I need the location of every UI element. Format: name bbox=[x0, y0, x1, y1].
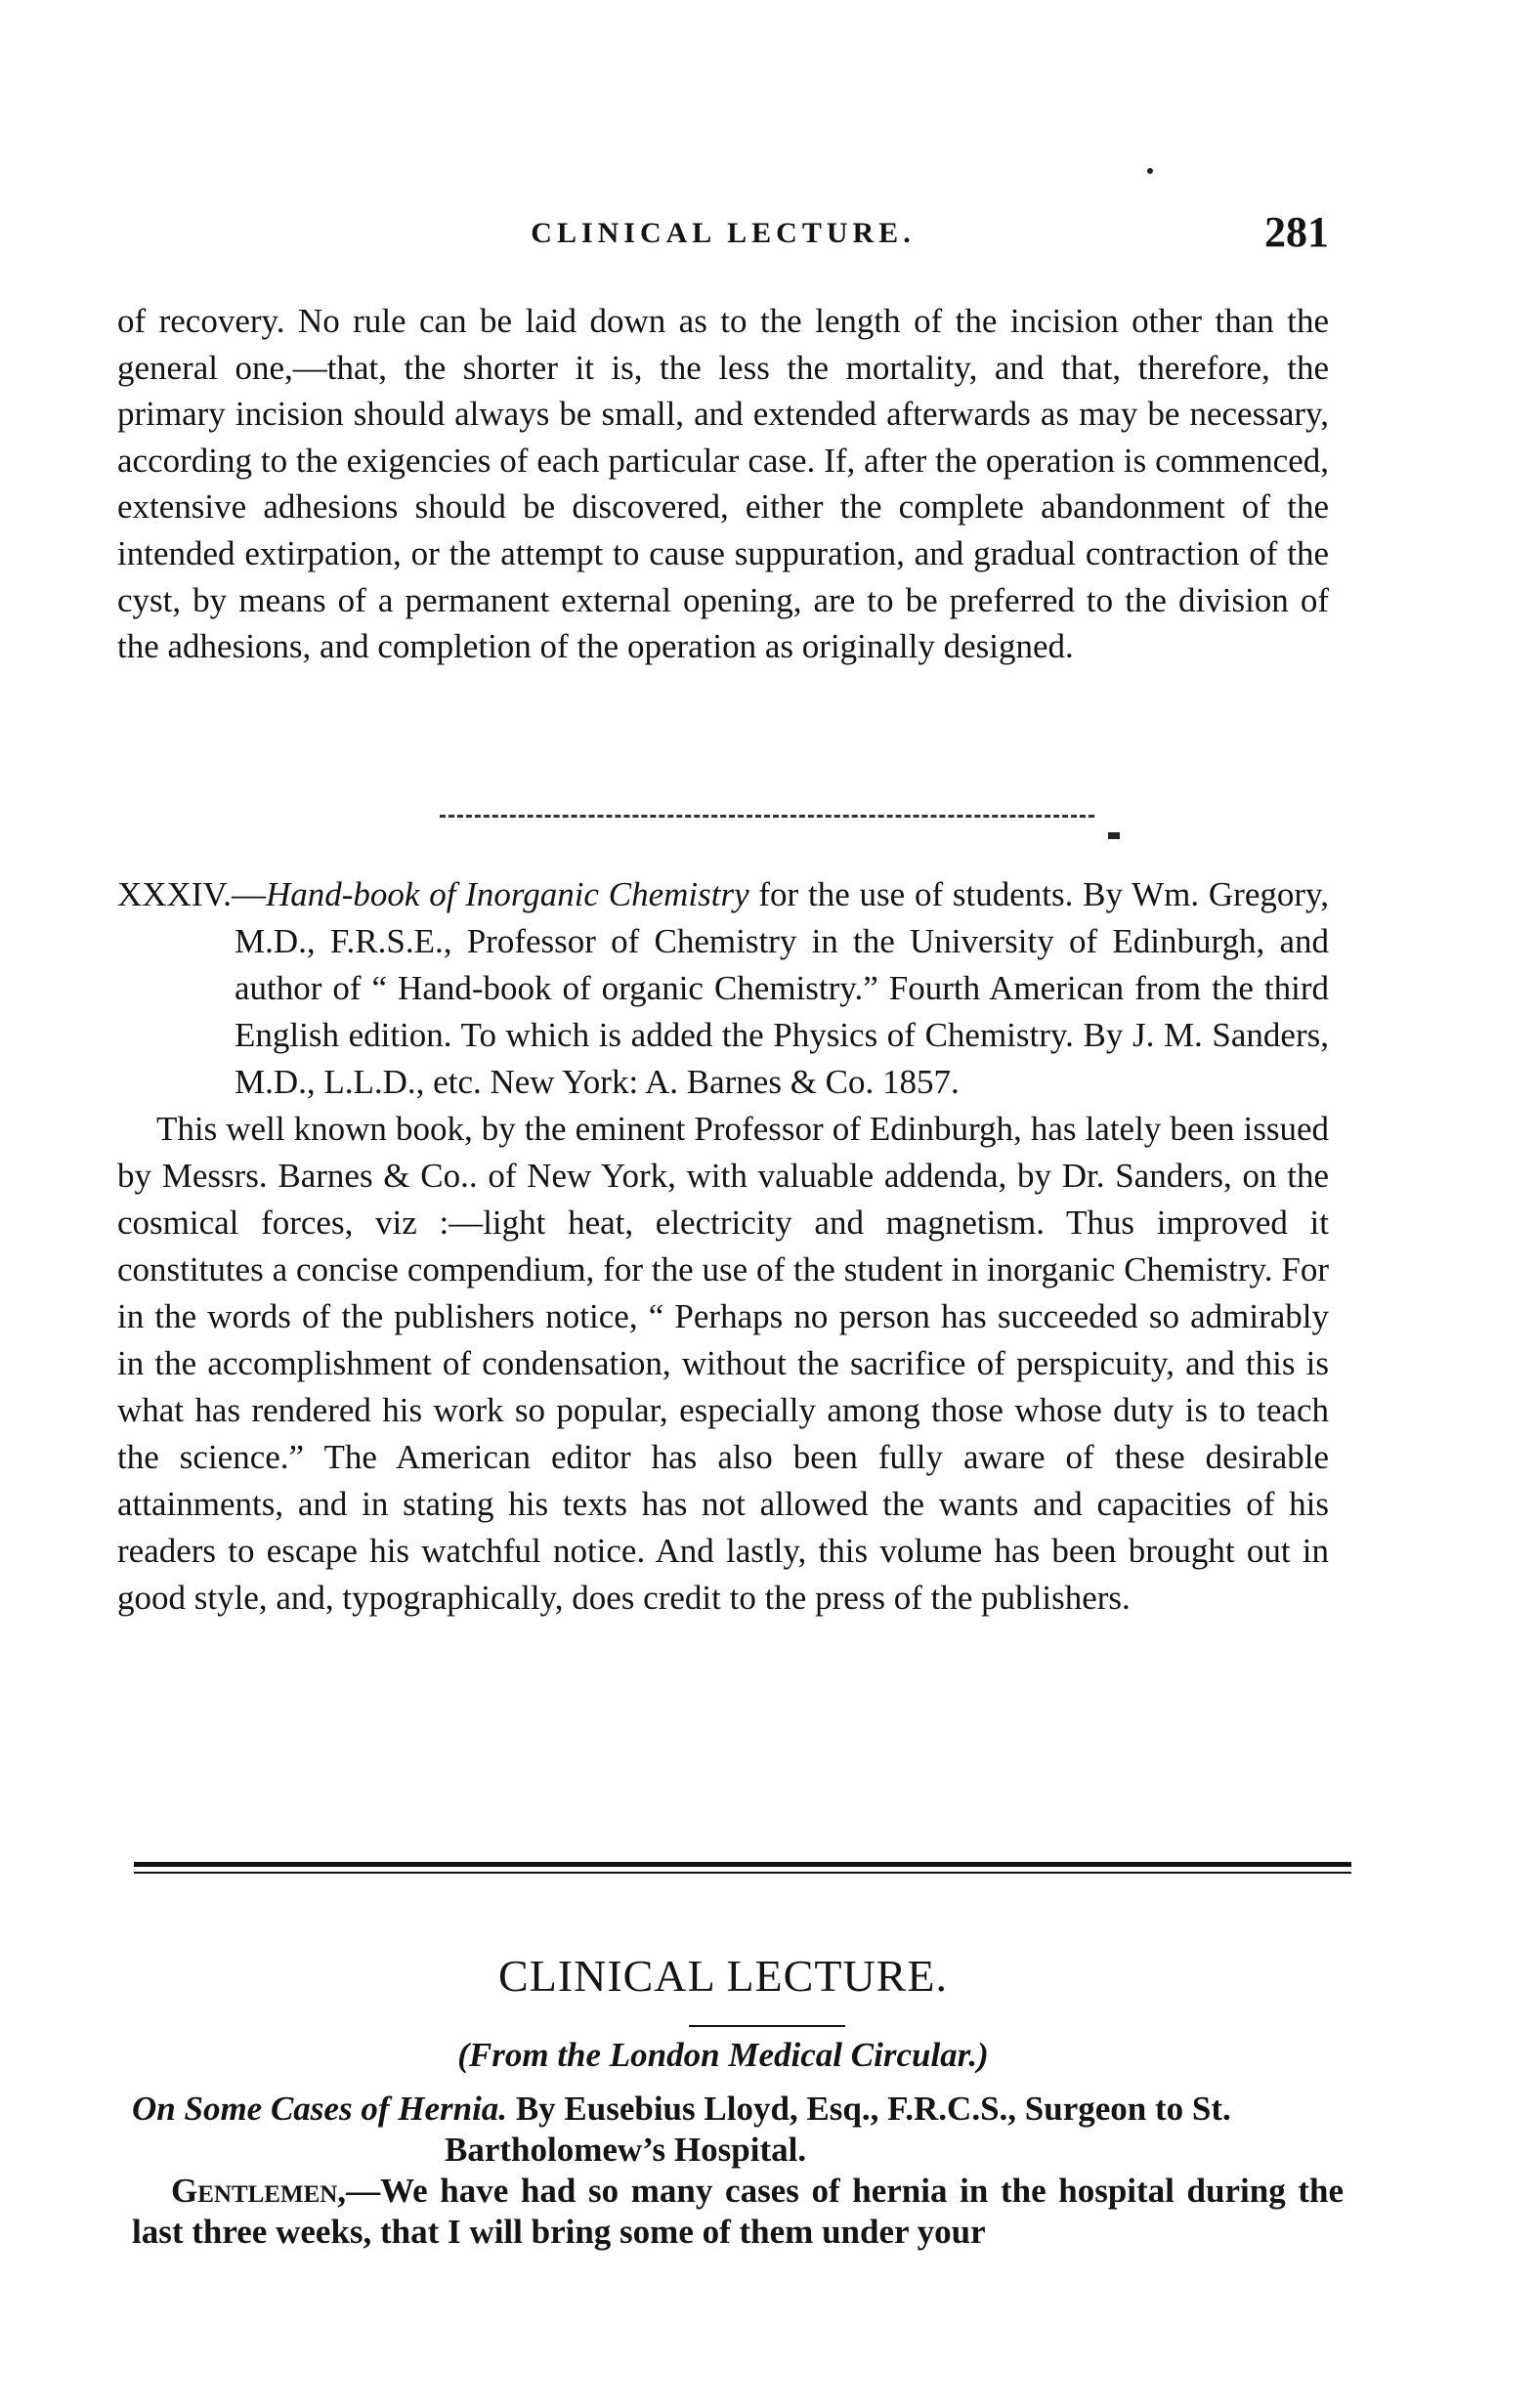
lecture-salutation: Gentlemen, bbox=[171, 2172, 347, 2210]
lecture-body-text: —We have had so many cases of hernia in the hospital during the last three weeks, that I will bring some of them under your bbox=[132, 2172, 1344, 2251]
lecture-heading-author: By Eusebius Lloyd, Esq., F.R.C.S., Surgeon to St. Bartholomew’s Hospital. bbox=[445, 2090, 1231, 2169]
lecture-block bbox=[132, 2089, 1344, 2253]
running-title: CLINICAL LECTURE. bbox=[531, 217, 916, 249]
running-head bbox=[117, 208, 1329, 266]
separator-mark bbox=[1108, 832, 1120, 839]
section-title: CLINICAL LECTURE. bbox=[498, 1951, 948, 2001]
review-book-title: Hand-book of Inorganic Chemistry bbox=[266, 875, 749, 913]
source-line: (From the London Medical Circular.) bbox=[457, 2036, 989, 2074]
book-review bbox=[117, 871, 1329, 1622]
review-citation bbox=[117, 871, 1329, 1106]
review-body: This well known book, by the eminent Professor of Edinburgh, has lately been issued by Messrs. Barnes & Co.. of New York, with valuable addenda, by Dr. Sanders, on the cosmical forces, viz :—light heat, electricity and magnetism. Thus improved it constitutes a concise compendium, for the use of the student in inorganic Chemistry. For in the words of the publishers notice, “ Perhaps no person has succeeded so admirably in the accomplishment of condensation, without the sacrifice of perspicuity, and this is what has rendered his work so popular, especially among those whose duty is to teach the science.” The American editor has also been fully aware of these desirable attainments, and in stating his texts has not allowed the wants and capacities of his readers to escape his watchful notice. And lastly, this volume has been brought out in good style, and, typographically, does credit to the press of the publishers. bbox=[117, 1110, 1329, 1617]
review-number: XXXIV.— bbox=[117, 875, 266, 913]
double-rule-divider bbox=[134, 1862, 1351, 1874]
lecture-heading bbox=[132, 2089, 1344, 2171]
title-underline bbox=[689, 2025, 845, 2027]
print-speck bbox=[1147, 168, 1153, 174]
continued-paragraph: of recovery. No rule can be laid down as to the length of the incision other than the general one,—that, the shorter it is, the less the mortality, and that, therefore, the primary incision should always be small, and extended afterwards as may be necessary, according to the exigencies of each particular case. If, after the operation is commenced, extensive adhesions should be discovered, either the complete abandonment of the intended extirpation, or the attempt to cause suppuration, and gradual contraction of the cyst, by means of a permanent external opening, are to be preferred to the division of the adhesions, and completion of the operation as originally designed. bbox=[117, 302, 1329, 666]
lecture-body bbox=[132, 2171, 1344, 2253]
review-citation-details: for the use of students. By Wm. Gregory, M.D., F.R.S.E., Professor of Chemistry in the University of Edinburgh, and author of “ Hand-book of organic Chemistry.” Fourth American from the third English edition. To which is added the Physics of Chemistry. By J. M. Sanders, M.D., L.L.D., etc. New York: A. Barnes & Co. 1857. bbox=[235, 875, 1329, 1101]
section-separator bbox=[440, 815, 1094, 818]
page-number: 281 bbox=[1264, 208, 1329, 256]
lecture-heading-title: On Some Cases of Hernia. bbox=[132, 2090, 508, 2128]
